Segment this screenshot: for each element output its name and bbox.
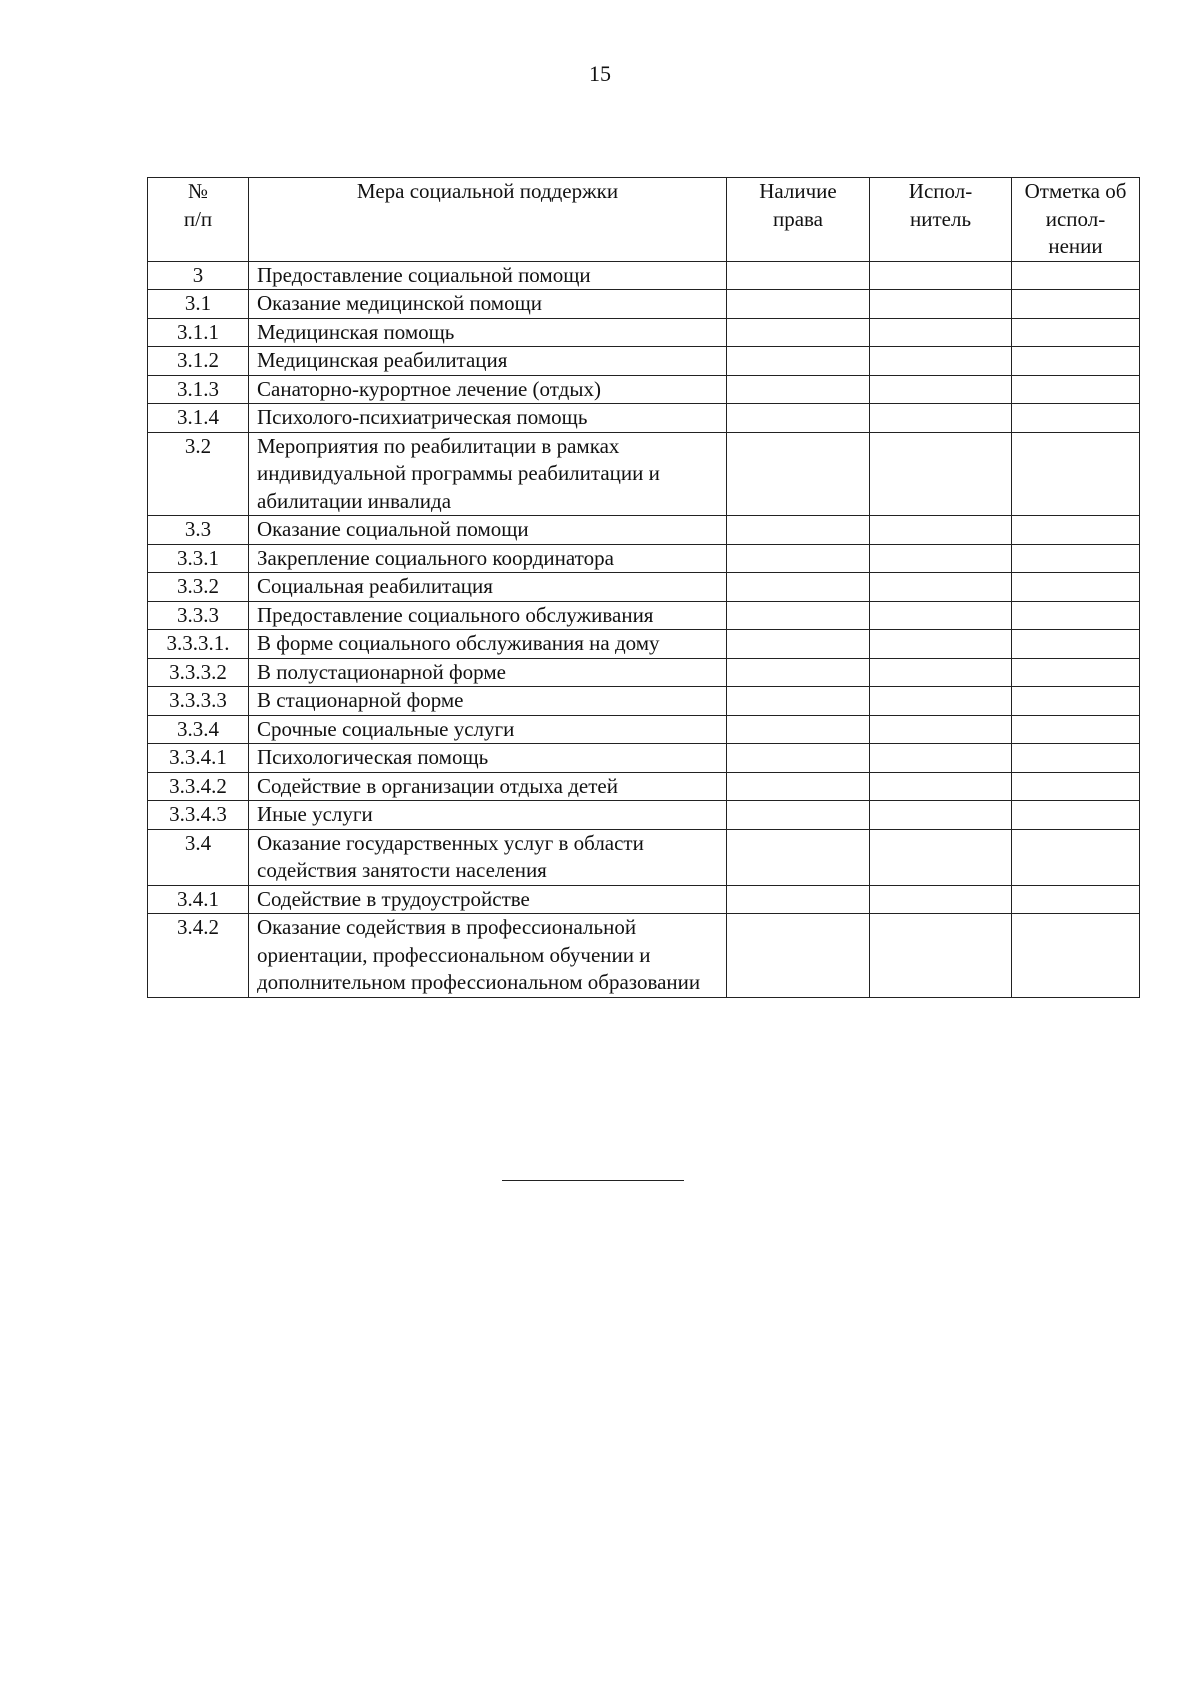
- row-right-cell: [727, 914, 870, 998]
- row-number: 3.3.2: [148, 573, 249, 602]
- row-right-cell: [727, 885, 870, 914]
- header-num: № п/п: [148, 178, 249, 262]
- row-executor-cell: [870, 318, 1012, 347]
- row-measure: Медицинская помощь: [249, 318, 727, 347]
- row-mark-cell: [1012, 744, 1140, 773]
- row-number: 3.3: [148, 516, 249, 545]
- row-right-cell: [727, 347, 870, 376]
- row-executor-cell: [870, 601, 1012, 630]
- row-right-cell: [727, 432, 870, 516]
- table-row: [148, 885, 1140, 914]
- row-right-cell: [727, 744, 870, 773]
- row-right-cell: [727, 318, 870, 347]
- row-right-cell: [727, 261, 870, 290]
- row-executor-cell: [870, 544, 1012, 573]
- row-number: 3: [148, 261, 249, 290]
- row-executor-cell: [870, 573, 1012, 602]
- row-measure: Санаторно-курортное лечение (отдых): [249, 375, 727, 404]
- table-row: [148, 801, 1140, 830]
- row-mark-cell: [1012, 829, 1140, 885]
- table-row: [148, 772, 1140, 801]
- row-mark-cell: [1012, 432, 1140, 516]
- row-measure: Предоставление социального обслуживания: [249, 601, 727, 630]
- row-right-cell: [727, 829, 870, 885]
- table-row: [148, 261, 1140, 290]
- table-row: [148, 630, 1140, 659]
- row-mark-cell: [1012, 801, 1140, 830]
- row-right-cell: [727, 375, 870, 404]
- row-measure: Закрепление социального координатора: [249, 544, 727, 573]
- row-right-cell: [727, 630, 870, 659]
- row-right-cell: [727, 573, 870, 602]
- row-measure: В стационарной форме: [249, 687, 727, 716]
- row-measure: Психолого-психиатрическая помощь: [249, 404, 727, 433]
- row-executor-cell: [870, 914, 1012, 998]
- row-executor-cell: [870, 772, 1012, 801]
- header-measure: Мера социальной поддержки: [249, 178, 727, 262]
- row-executor-cell: [870, 290, 1012, 319]
- table-row: [148, 715, 1140, 744]
- row-executor-cell: [870, 516, 1012, 545]
- row-measure: Социальная реабилитация: [249, 573, 727, 602]
- table-row: [148, 658, 1140, 687]
- row-mark-cell: [1012, 658, 1140, 687]
- row-right-cell: [727, 801, 870, 830]
- row-mark-cell: [1012, 715, 1140, 744]
- table-row: [148, 914, 1140, 998]
- row-right-cell: [727, 516, 870, 545]
- row-mark-cell: [1012, 630, 1140, 659]
- table-row: [148, 601, 1140, 630]
- table-row: [148, 829, 1140, 885]
- table-row: [148, 744, 1140, 773]
- header-executor: Испол- нитель: [870, 178, 1012, 262]
- row-executor-cell: [870, 687, 1012, 716]
- table-row: [148, 432, 1140, 516]
- row-executor-cell: [870, 404, 1012, 433]
- row-measure: Срочные социальные услуги: [249, 715, 727, 744]
- row-number: 3.3.4: [148, 715, 249, 744]
- row-number: 3.3.3.3: [148, 687, 249, 716]
- header-mark: Отметка об испол- нении: [1012, 178, 1140, 262]
- row-measure: Оказание государственных услуг в области содействия занятости населения: [249, 829, 727, 885]
- row-executor-cell: [870, 658, 1012, 687]
- row-number: 3.1.4: [148, 404, 249, 433]
- row-mark-cell: [1012, 261, 1140, 290]
- row-mark-cell: [1012, 573, 1140, 602]
- row-right-cell: [727, 658, 870, 687]
- row-mark-cell: [1012, 772, 1140, 801]
- footer-rule: [502, 1180, 684, 1181]
- row-measure: В форме социального обслуживания на дому: [249, 630, 727, 659]
- row-number: 3.3.3.2: [148, 658, 249, 687]
- row-number: 3.3.1: [148, 544, 249, 573]
- row-number: 3.3.3.1.: [148, 630, 249, 659]
- row-executor-cell: [870, 801, 1012, 830]
- row-number: 3.1.1: [148, 318, 249, 347]
- row-mark-cell: [1012, 347, 1140, 376]
- row-executor-cell: [870, 630, 1012, 659]
- row-mark-cell: [1012, 885, 1140, 914]
- row-measure: Мероприятия по реабилитации в рамках индивидуальной программы реабилитации и абилитации инвалида: [249, 432, 727, 516]
- row-right-cell: [727, 601, 870, 630]
- row-measure: Психологическая помощь: [249, 744, 727, 773]
- row-executor-cell: [870, 885, 1012, 914]
- row-mark-cell: [1012, 687, 1140, 716]
- table-row: [148, 318, 1140, 347]
- row-number: 3.3.3: [148, 601, 249, 630]
- row-right-cell: [727, 544, 870, 573]
- row-measure: Медицинская реабилитация: [249, 347, 727, 376]
- row-right-cell: [727, 772, 870, 801]
- social-support-table: [147, 177, 1140, 998]
- table-row: [148, 516, 1140, 545]
- row-number: 3.3.4.3: [148, 801, 249, 830]
- row-right-cell: [727, 715, 870, 744]
- row-number: 3.2: [148, 432, 249, 516]
- row-mark-cell: [1012, 516, 1140, 545]
- row-mark-cell: [1012, 375, 1140, 404]
- table-row: [148, 347, 1140, 376]
- header-right: Наличие права: [727, 178, 870, 262]
- table-row: [148, 375, 1140, 404]
- row-measure: Предоставление социальной помощи: [249, 261, 727, 290]
- row-number: 3.4.2: [148, 914, 249, 998]
- row-executor-cell: [870, 347, 1012, 376]
- row-right-cell: [727, 404, 870, 433]
- row-number: 3.1: [148, 290, 249, 319]
- row-measure: Оказание социальной помощи: [249, 516, 727, 545]
- row-right-cell: [727, 687, 870, 716]
- row-measure: Иные услуги: [249, 801, 727, 830]
- row-mark-cell: [1012, 318, 1140, 347]
- row-measure: Оказание содействия в профессиональной ориентации, профессиональном обучении и дополнительном профессиональном образовании: [249, 914, 727, 998]
- row-measure: Содействие в трудоустройстве: [249, 885, 727, 914]
- row-number: 3.3.4.2: [148, 772, 249, 801]
- row-executor-cell: [870, 375, 1012, 404]
- table-row: [148, 404, 1140, 433]
- table-row: [148, 544, 1140, 573]
- row-number: 3.4.1: [148, 885, 249, 914]
- row-executor-cell: [870, 715, 1012, 744]
- row-number: 3.1.3: [148, 375, 249, 404]
- table-row: [148, 687, 1140, 716]
- row-measure: Оказание медицинской помощи: [249, 290, 727, 319]
- table-header-row: [148, 178, 1140, 262]
- page-number: 15: [589, 61, 611, 86]
- row-number: 3.1.2: [148, 347, 249, 376]
- row-executor-cell: [870, 261, 1012, 290]
- table-row: [148, 290, 1140, 319]
- table-row: [148, 573, 1140, 602]
- row-mark-cell: [1012, 290, 1140, 319]
- row-number: 3.3.4.1: [148, 744, 249, 773]
- row-executor-cell: [870, 744, 1012, 773]
- row-executor-cell: [870, 829, 1012, 885]
- row-measure: Содействие в организации отдыха детей: [249, 772, 727, 801]
- row-number: 3.4: [148, 829, 249, 885]
- row-right-cell: [727, 290, 870, 319]
- row-mark-cell: [1012, 544, 1140, 573]
- row-mark-cell: [1012, 914, 1140, 998]
- row-measure: В полустационарной форме: [249, 658, 727, 687]
- row-mark-cell: [1012, 404, 1140, 433]
- row-mark-cell: [1012, 601, 1140, 630]
- table-body: [148, 261, 1140, 997]
- row-executor-cell: [870, 432, 1012, 516]
